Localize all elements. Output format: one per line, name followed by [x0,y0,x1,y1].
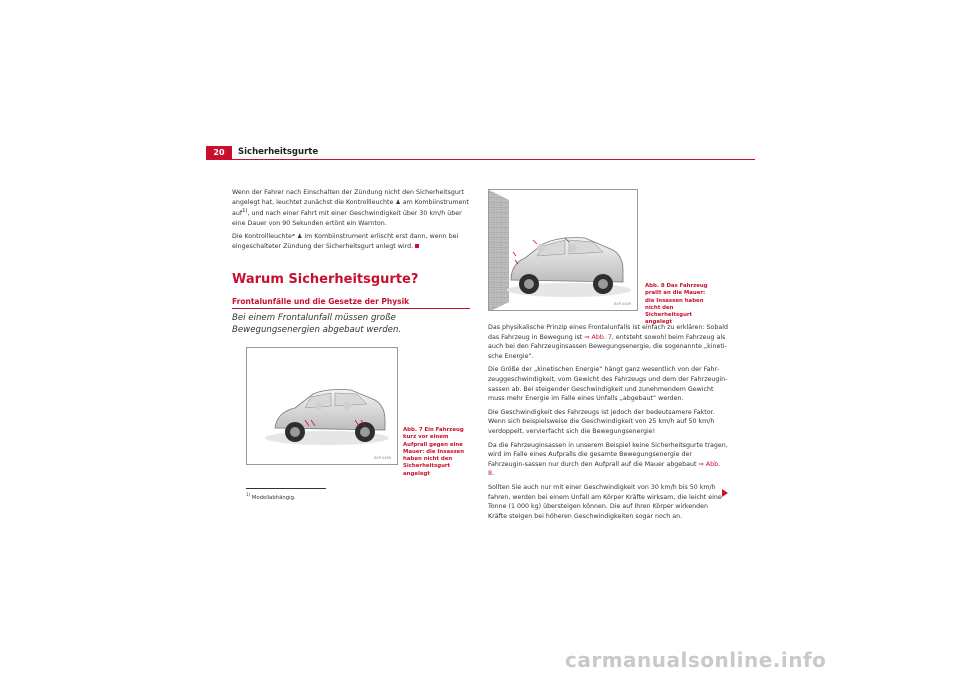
crash-illustration [489,190,638,311]
seatbelt-warning-icon: ♟ [395,198,401,206]
section-end-mark [415,244,419,248]
figure-7 [246,347,398,465]
page-number: 20 [206,146,232,160]
watermark: carmanualsonline.info [565,648,827,672]
figure-8 [488,189,638,311]
car-illustration [247,348,398,465]
next-page-arrow-icon [722,489,728,497]
footnote-ref: 1) [242,208,248,215]
intro-paragraph-2: Die Kontrollleuchte* ♟ im Kombiinstrument erlischt erst dann, wenn bei eingeschalteter Zündung der Sicherheitsgurt anlegt wird. [232,233,459,251]
body-paragraph-2: Die Größe der „kinetischen Energie“ hängt ganz wesentlich von der Fahr-zeuggeschwindigkeit, vom Gewicht des Fahrzeugs und dem der Fahrzeugin-sassen ab. Bei steigender Geschwindigkeit und zunehmendem Gewicht muss mehr Energie im Falle eines Unfalls „abgebaut“ werden. [488,366,728,403]
subsection-title: Frontalunfälle und die Gesetze der Physik [232,297,410,306]
body-paragraph-5: Sollten Sie auch nur mit einer Geschwindigkeit von 30 km/h bis 50 km/h fahren, werden bei einem Unfall am Körper Kräfte wirksam, die leicht eine Tonne (1 000 kg) übersteigen können. Die auf Ihren Körper wirkenden Kräfte steigen bei höheren Geschwindigkeiten sogar noch an. [488,483,722,520]
footnote-rule [246,488,326,489]
footnote-marker: 1) [246,492,251,497]
header-rule [232,159,755,160]
body-paragraph-3: Die Geschwindigkeit des Fahrzeugs ist jedoch der bedeutsamere Faktor. Wenn sich beispielsweise die Geschwindigkeit von 25 km/h auf 50 km/h verdoppelt, vervierfacht sich die Bewegungsenergie! [488,408,715,435]
subsection-rule [232,308,470,309]
running-head: Sicherheitsgurte [238,147,319,157]
intro-paragraph-1: Wenn der Fahrer nach Einschalten der Zündung nicht den Sicherheitsgurt angelegt hat, leuchtet zunächst die Kontrollleuchte ♟ am Kombiinstrument auf$^{1)}$, und nach einer Fahrt mit einer Geschwindigkeit über 30 km/h über eine Dauer von 90 Sekunden ertönt ein Warnton. [232,189,469,227]
section-title: Warum Sicherheitsgurte? [232,272,419,287]
figure-code: B5P-0486 [374,456,391,460]
figure-8-caption: Abb. 8 Das Fahrzeug prallt an die Mauer: die Insassen haben nicht den Sicherheitsgurt angelegt [645,283,708,326]
figure-8-link[interactable]: ⇒ Abb. 8 [488,460,721,478]
intro-text [232,188,470,256]
footnote-text: Modellabhängig. [251,494,296,501]
body-paragraph-4: Da die Fahrzeuginsassen in unserem Beispiel keine Sicherheitsgurte tragen, wird im Falle eines Aufpralls die gesamte Bewegungsenergie der Fahrzeugin-sassen nur durch den Aufprall auf die Mauer abgebaut ⇒ Abb. 8. [488,441,728,478]
body-paragraph-1: Das physikalische Prinzip eines Frontalunfalls ist einfach zu erklären: Sobald das Fahrzeug in Bewegung ist ⇒ Abb. 7, entsteht sowohl beim Fahrzeug als auch bei den Fahrzeuginsassen Bewegungsenergie, die sogenannte „kineti-sche Energie“. [488,324,729,360]
figure-code: B5P-0489 [614,302,631,306]
lead-text: Bei einem Frontalunfall müssen große Bewegungsenergien abgebaut werden. [232,313,402,335]
figure-7-link[interactable]: ⇒ Abb. 7 [584,333,612,341]
footnote [246,492,296,501]
body-text [488,323,728,525]
figure-7-caption: Abb. 7 Ein Fahrzeug kurz vor einem Aufprall gegen eine Mauer: die Insassen haben nicht den Sicherheitsgurt angelegt [403,427,465,477]
seatbelt-warning-icon: ♟ [296,233,303,241]
